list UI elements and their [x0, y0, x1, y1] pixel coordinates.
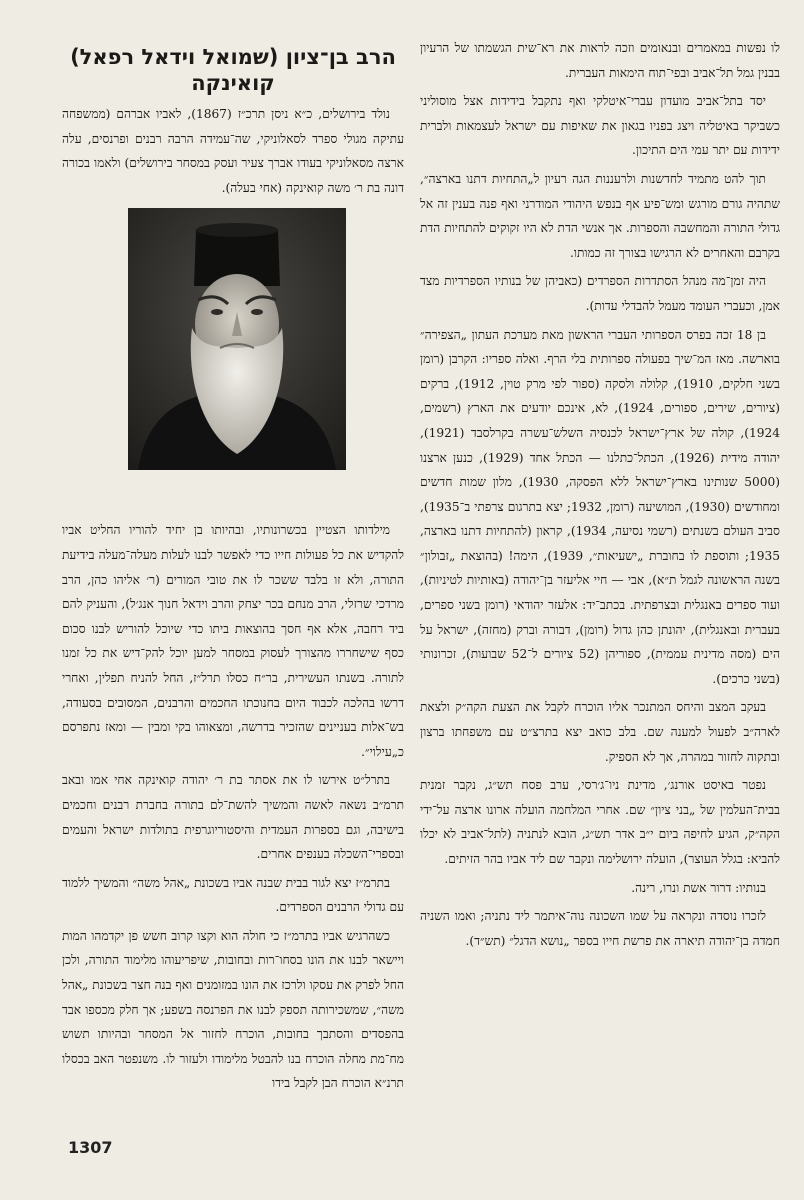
entry-title — [62, 44, 404, 96]
page-number: 1307 — [68, 1138, 113, 1157]
paragraph: בתרמ״ז יצא לגור בבית שבנה אביו בשכונת „אהל משה״ והמשיך ללמוד עם גדולי הרבנים הספרדים. — [62, 875, 404, 915]
portrait-photo — [128, 208, 346, 470]
paragraph: בן 18 זכה בפרס הספרותי העברי הראשון מאת מערכת העתון „הצפירה״ בוארשה. מאז המ־שיך בפעולה ספרותית בלי הרף. ואלה ספריו: הקרבן (רומן בשני חלקים, 1910), קלולה ולסקה (ספור לפי מרק טוין, 1912), ברקים (ציורים, שירים, ספורים, 1924), לא, אינכם יודעים את הארץ (רשמים, 1924), קולה של ארץ־ישראל לכנסיה השלש־עשרה בקרלסבד (1921), יהודה מידית (1926), הכתל־כתלנו — הכתל אחד (1929), כנען ארצנו (5000 שנותינו בארץ־ישראל ללא הפסקה, 1930), מלון שמות חדשים ומחודשים (1930), המושיעה (רומן, 1932; יצא בתרגום צרפתי ב־1935), סביב העולם בשנתים (רשמי נסיעה, 1934), קראון (להתחיות דתנו בארצה, 1935; ותוספת לו בחוברת „ישעיאות״, 1939), הימה! (בהוצאת „זבולון״ בשנה הראשונה לגמל ת״א), אבי — חיי אליעזר בן־יהודה (באותיות לטיניות), ועוד ספרים באנגלית ובצרפתית. בכתב־יד: אלעזר יהודאי (רומן בשני ספרים, בעברית ובאנגלית), יהונתן כהן גדול (רומן), דבורה וברק (מחזה), ישראל על הים (מסה מדינית עממית), ספוריהן (52 ציורים ל־52 שבועות), זכרונותי (בשני כרכים). — [420, 327, 781, 686]
paragraph: בנותיו: דרור אשת ונרו, רינה. — [631, 880, 766, 895]
left-text-column — [62, 36, 404, 1100]
paragraph: תוך להט מתמיד לחדשנות ולרעננות הגה רעיון ל„התחיות דתנו בארצה״, שתהיה גורם מורגש ומש־פיע אף בנפש היהודי המודרני ואף פנה בענין זה אל גדולי התורה והמחשבה והספרות. אך אנשי הדת לא היו זקוקים להתחיות הדת בקרבם והאחרים לא הרגישו בצורך זה כמותו. — [420, 171, 780, 260]
intro-paragraph: נולד בירושלים, כ״א ניסן תרכ״ז (1867), לאביו אברהם (ממשפחה עתיקה מגולי ספרד לסאלוניקי, שה־עמידה הרבה רבנים ופרנסים, עלה ארצה מסאלוניקי בעודו אברך צעיר ועסק במסחר בירושלים) ולאמו בכורה דונה בת ר׳ משה קואינקה (אחי בעלה). — [62, 107, 404, 195]
paragraph: כשהרגיש אביו בתרמ״ז כי חולה הוא וקצו קרוב חשש פן יקדמהו המות ויישאר לבנו את הונו בסחו־רות ובחובות, שיפריעוהו מלימוד התורה, ולכן החל לפרק את עסקו ולרכז את הונו במזומנים ואף בנה חצר בשכונת „אהל משה״, שמשכירותה תספק לבנו את הפרנסה בשפע; אך חלק מכספו אבד בהפסדים והסתבך בחובות, הוכרח לחזור אל המסחר ובהיותו תשוש מח־מת מחלה הוכרח בנו להבטל מלימודו ולעזור לו. משנפטר האב בכסלו תרנ״א הוכרח הבן לקבל בידו — [62, 928, 404, 1091]
paragraph: מילדותו הצטיין בכשרונותיו, ובהיותו בן יחיד להוריו החליט אביו להקדיש את כל פעולות חייו כדי לאפשר לבנו לעלות מעלה־מעלה בידיעת התורה, ולא זו בלבד ששכר לו את טובי המורים (ר׳ אליהו כהן, הרב מרדכי שרזלי, הרב מנחם בכר יצחק והרב וידאל חנוך אנג׳ל), והעניק להם ביד רחבה, אלא אף חסך בהוצאות ביתו כדי שיוכל להוריש לבנו סכום כסף שישחררו מהצורך לעסוק במסחר למען יוכל להק־דיש את כל זמנו לתורה. בשנתו העשירית, בר״ח כסלו תרל״ז, החל להניח תפלין, ואחרי דרשו בהלכה לכבוד היום בחנוכתו החכמים והרבנים, המסובים בסעודה, בש־אלות בעניינים שהזכיר בדרשה, ומצאוהו בקי ומבין — ומאז נתפרסם כ„עילוי״. — [62, 523, 404, 759]
paragraph: לו נפשות במאמרים ובנאומים וזכה לראות את רא־שית הגשמתו של הרעיון בבנין גמל תל־אביב ובפי־תוח הימאות העברית. — [420, 41, 780, 80]
paragraph: היה זמן־מה מנהל הסתדרות הספרדים (כאביהן של בנותיו הספרדיות מצד אמן, וכעברי העומד מעמל להבדלי עדות). — [420, 274, 780, 313]
paragraph: בעקב המצב והיחס המתנכר אליו הוכרח לקבל את הצעת הקה״ק ולצאת לארה״ב לפעול למענה שם. בלב כואב יצא בתרצ״ט עם משפחתו ברצון ובתקוה לחזור במהרה, אך לא הספיק. — [420, 700, 780, 764]
entry-title-line: קואינקה — [191, 71, 275, 95]
right-text-column — [420, 36, 780, 957]
paragraph: לזכרו נוסדה ונקראה על שמו השכונה נוה־איתמר ליד נתניה; ואמו השניה חמדה בן־יהודה תיארה את פרשת חייו בספר „נושא הדגל״ (תש״ד). — [420, 909, 780, 948]
entry-title-line: הרב בן־ציון (שמואל וידאל רפאל) — [70, 45, 396, 69]
paragraph: יסד בתל־אביב מועדון עברי־איטלקי ואף נתקבל בידידות אצל מוסוליני כשביקר באיטליה ויצג בפניו בגאון את שאיפות עם ישראל לעצמאות ולברית ידידות עם יתר עמי הים התיכון. — [420, 94, 780, 158]
paragraph: נפטר באיסט אורנג׳, מדינת ניו־ג׳רסי, ערב פסח תש״ג, נקבר זמנית בבית־העלמין של „בני ציון״ שם. אחרי המלחמה הועלה ארונו ארצה על־ידי הקה״ק, הגיע לחיפה ביום י״ב אדר תש״ג, הובא לנתניה (לתל־אביב לא יכלו להביא: בגלל העוצר), הועלה ירושלימה ונקבר שם ליד אביו בהר הזיתים. — [420, 778, 780, 866]
paragraph: בתרל״ט אירשו לו את אסתר בת ר׳ יהודה קואינקה אחי אמו ובאב תרמ״ב נשאה לאשה והמשיך להשת־לם בתורה בחברת רבנים וחכמים בישיבה, וגם בספרות העמדית והיסטוריוגרפית בתולדות ישראל והעמים ובספרי־השכלה בענפים אחרים. — [62, 773, 404, 862]
portrait-image — [128, 208, 346, 470]
